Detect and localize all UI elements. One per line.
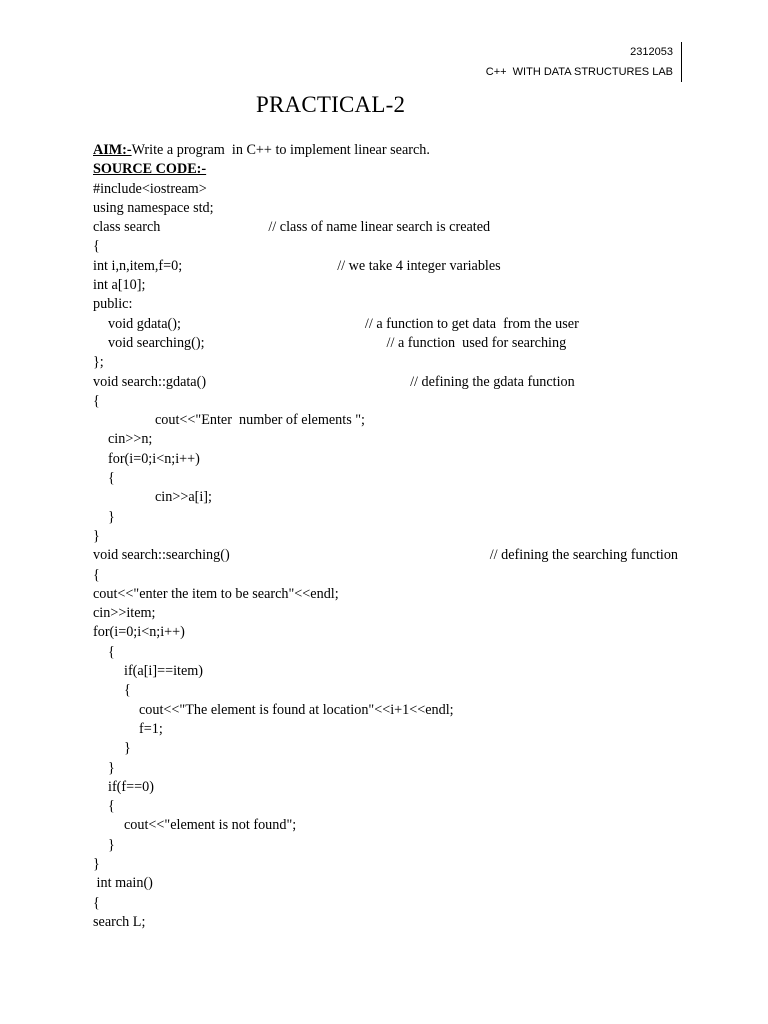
code-line — [93, 739, 733, 758]
code-text: for(i=0;i<n;i++) — [108, 450, 200, 467]
code-text: void gdata(); — [108, 315, 181, 332]
code-text: cin>>item; — [93, 605, 156, 622]
code-text: { — [93, 392, 100, 409]
code-line — [93, 836, 733, 855]
code-line — [93, 257, 733, 276]
code-text: public: — [93, 296, 133, 313]
code-text: void searching(); — [108, 334, 205, 351]
code-text: } — [108, 508, 115, 525]
code-comment: // class of name linear search is created — [268, 219, 491, 236]
code-text: cin>>a[i]; — [155, 489, 212, 506]
code-line — [93, 334, 733, 353]
code-line — [93, 469, 733, 488]
aim-line — [93, 141, 733, 160]
code-line — [93, 180, 733, 199]
code-line — [93, 604, 733, 623]
code-line — [93, 720, 733, 739]
code-line — [93, 566, 733, 585]
page-title: PRACTICAL-2 — [256, 92, 406, 117]
code-text: int i,n,item,f=0; — [93, 257, 183, 274]
code-text: void search::searching() — [93, 547, 230, 564]
code-text: cout<<"Enter number of elements "; — [155, 412, 365, 429]
code-line — [93, 913, 733, 932]
code-text: cin>>n; — [108, 431, 153, 448]
code-line — [93, 662, 733, 681]
code-line — [93, 778, 733, 797]
code-line — [93, 816, 733, 835]
lab-name: C++ WITH DATA STRUCTURES LAB — [485, 66, 673, 78]
code-block — [93, 180, 733, 933]
code-line — [93, 701, 733, 720]
code-text: } — [108, 759, 115, 776]
code-line — [93, 276, 733, 295]
code-comment: // a function used for searching — [386, 334, 567, 351]
code-line — [93, 315, 733, 334]
code-line — [93, 855, 733, 874]
code-line — [93, 527, 733, 546]
document-body — [93, 141, 733, 932]
code-line — [93, 874, 733, 893]
code-line — [93, 643, 733, 662]
page-header — [486, 42, 682, 82]
code-line — [93, 237, 733, 256]
code-text: using namespace std; — [93, 199, 214, 216]
aim-label: AIM:- — [93, 142, 132, 158]
code-line — [93, 373, 733, 392]
code-text: class search — [93, 219, 161, 236]
code-text: }; — [93, 354, 104, 371]
code-line — [93, 681, 733, 700]
code-line — [93, 295, 733, 314]
code-line — [93, 353, 733, 372]
code-text: { — [108, 470, 115, 487]
roll-number: 2312053 — [630, 46, 673, 58]
code-line — [93, 488, 733, 507]
code-text: cout<<"element is not found"; — [124, 817, 297, 834]
code-text: } — [124, 740, 131, 757]
code-line — [93, 392, 733, 411]
code-text: for(i=0;i<n;i++) — [93, 624, 185, 641]
code-comment: // defining the gdata function — [410, 373, 575, 390]
source-code-heading — [93, 160, 733, 179]
aim-text: Write a program in C++ to implement linear search. — [131, 142, 430, 158]
code-text: { — [108, 643, 115, 660]
code-text: { — [93, 894, 100, 911]
code-text: cout<<"enter the item to be search"<<endl; — [93, 585, 339, 602]
code-line — [93, 546, 733, 565]
code-text: if(f==0) — [108, 778, 154, 795]
code-text: { — [124, 682, 131, 699]
code-line — [93, 623, 733, 642]
source-code-label: SOURCE CODE:- — [93, 161, 207, 178]
code-comment: // we take 4 integer variables — [337, 257, 501, 274]
code-line — [93, 759, 733, 778]
code-text: { — [93, 566, 100, 583]
code-text: } — [93, 527, 100, 544]
code-text: int a[10]; — [93, 277, 146, 294]
code-comment: // a function to get data from the user — [364, 315, 579, 332]
code-line — [93, 450, 733, 469]
code-line — [93, 430, 733, 449]
code-text: { — [108, 798, 115, 815]
code-text: cout<<"The element is found at location"<<i+1<<endl; — [139, 701, 454, 718]
code-text: } — [93, 855, 100, 872]
code-text: } — [108, 836, 115, 853]
code-line — [93, 797, 733, 816]
code-text: #include<iostream> — [93, 180, 207, 197]
code-line — [93, 508, 733, 527]
code-line — [93, 585, 733, 604]
code-line — [93, 199, 733, 218]
code-line — [93, 411, 733, 430]
code-comment: // defining the searching function — [489, 547, 679, 564]
code-line — [93, 894, 733, 913]
code-text: { — [93, 238, 100, 255]
code-text: search L; — [93, 913, 146, 930]
code-line — [93, 218, 733, 237]
code-text: f=1; — [139, 720, 163, 737]
code-text: int main() — [93, 875, 153, 892]
code-text: void search::gdata() — [93, 373, 207, 390]
code-text: if(a[i]==item) — [124, 663, 204, 680]
